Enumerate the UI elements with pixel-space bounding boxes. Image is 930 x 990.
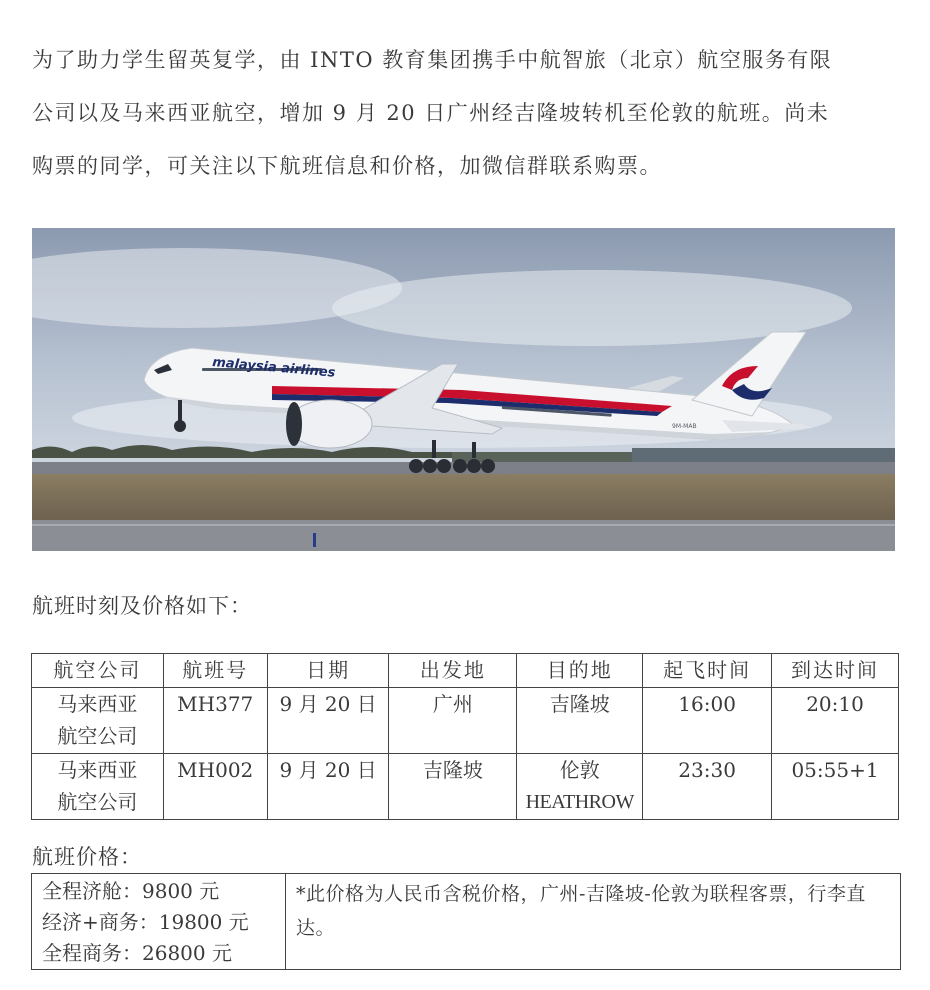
airline-name-line2: 航空公司 xyxy=(57,790,138,814)
cell-arrival-time: 05:55+1 xyxy=(772,754,899,820)
intro-line-1: 为了助力学生留英复学，由 INTO 教育集团携手中航智旅（北京）航空服务有限 xyxy=(32,48,833,72)
price-list xyxy=(32,874,286,969)
cell-origin: 广州 xyxy=(389,688,517,754)
airline-name-line1: 马来西亚 xyxy=(57,758,138,782)
header-arrival-time: 到达时间 xyxy=(772,654,899,688)
registration: 9M-MAB xyxy=(672,423,697,430)
cell-date: 9 月 20 日 xyxy=(267,754,389,820)
cell-date: 9 月 20 日 xyxy=(267,688,389,754)
table-row xyxy=(32,754,899,820)
cell-departure-time: 23:30 xyxy=(643,754,772,820)
price-economy-plus-business: 经济+商务：19800 元 xyxy=(42,910,249,934)
cell-flight-number: MH377 xyxy=(163,688,267,754)
header-airline: 航空公司 xyxy=(32,654,164,688)
cell-origin: 吉隆坡 xyxy=(389,754,517,820)
price-economy: 全程济舱：9800 元 xyxy=(42,879,220,903)
cell-airline xyxy=(32,754,164,820)
schedule-heading: 航班时刻及价格如下： xyxy=(32,594,252,618)
cell-flight-number: MH002 xyxy=(163,754,267,820)
airplane-photo xyxy=(32,228,895,551)
destination-line2: HEATHROW xyxy=(525,791,634,813)
livery-text: malaysia airlines xyxy=(211,355,336,381)
intro-line-2: 公司以及马来西亚航空，增加 9 月 20 日广州经吉隆坡转机至伦敦的航班。尚未 xyxy=(32,101,830,125)
airline-name-line2: 航空公司 xyxy=(57,724,138,748)
destination-line1: 伦敦 xyxy=(559,758,600,782)
intro-paragraph xyxy=(32,34,898,193)
airline-name-line1: 马来西亚 xyxy=(57,692,138,716)
cell-destination xyxy=(517,754,643,820)
intro-line-3: 购票的同学，可关注以下航班信息和价格，加微信群联系购票。 xyxy=(32,154,662,178)
engine xyxy=(286,400,372,448)
price-table xyxy=(31,873,901,970)
cell-arrival-time: 20:10 xyxy=(772,688,899,754)
cell-airline xyxy=(32,688,164,754)
cell-destination xyxy=(517,688,643,754)
table-row xyxy=(32,688,899,754)
destination-line1: 吉隆坡 xyxy=(549,692,610,716)
table-header-row xyxy=(32,654,899,688)
grass-field xyxy=(32,474,895,520)
header-departure-time: 起飞时间 xyxy=(643,654,772,688)
header-flight-number: 航班号 xyxy=(163,654,267,688)
cell-departure-time: 16:00 xyxy=(643,688,772,754)
header-destination: 目的地 xyxy=(517,654,643,688)
price-heading: 航班价格： xyxy=(32,845,142,869)
price-business: 全程商务：26800 元 xyxy=(42,941,232,965)
price-note: *此价格为人民币含税价格，广州-吉隆坡-伦敦为联程客票，行李直达。 xyxy=(296,883,866,939)
flight-schedule-table xyxy=(31,653,899,820)
terminal-building xyxy=(632,448,895,462)
header-date: 日期 xyxy=(267,654,389,688)
header-origin: 出发地 xyxy=(389,654,517,688)
